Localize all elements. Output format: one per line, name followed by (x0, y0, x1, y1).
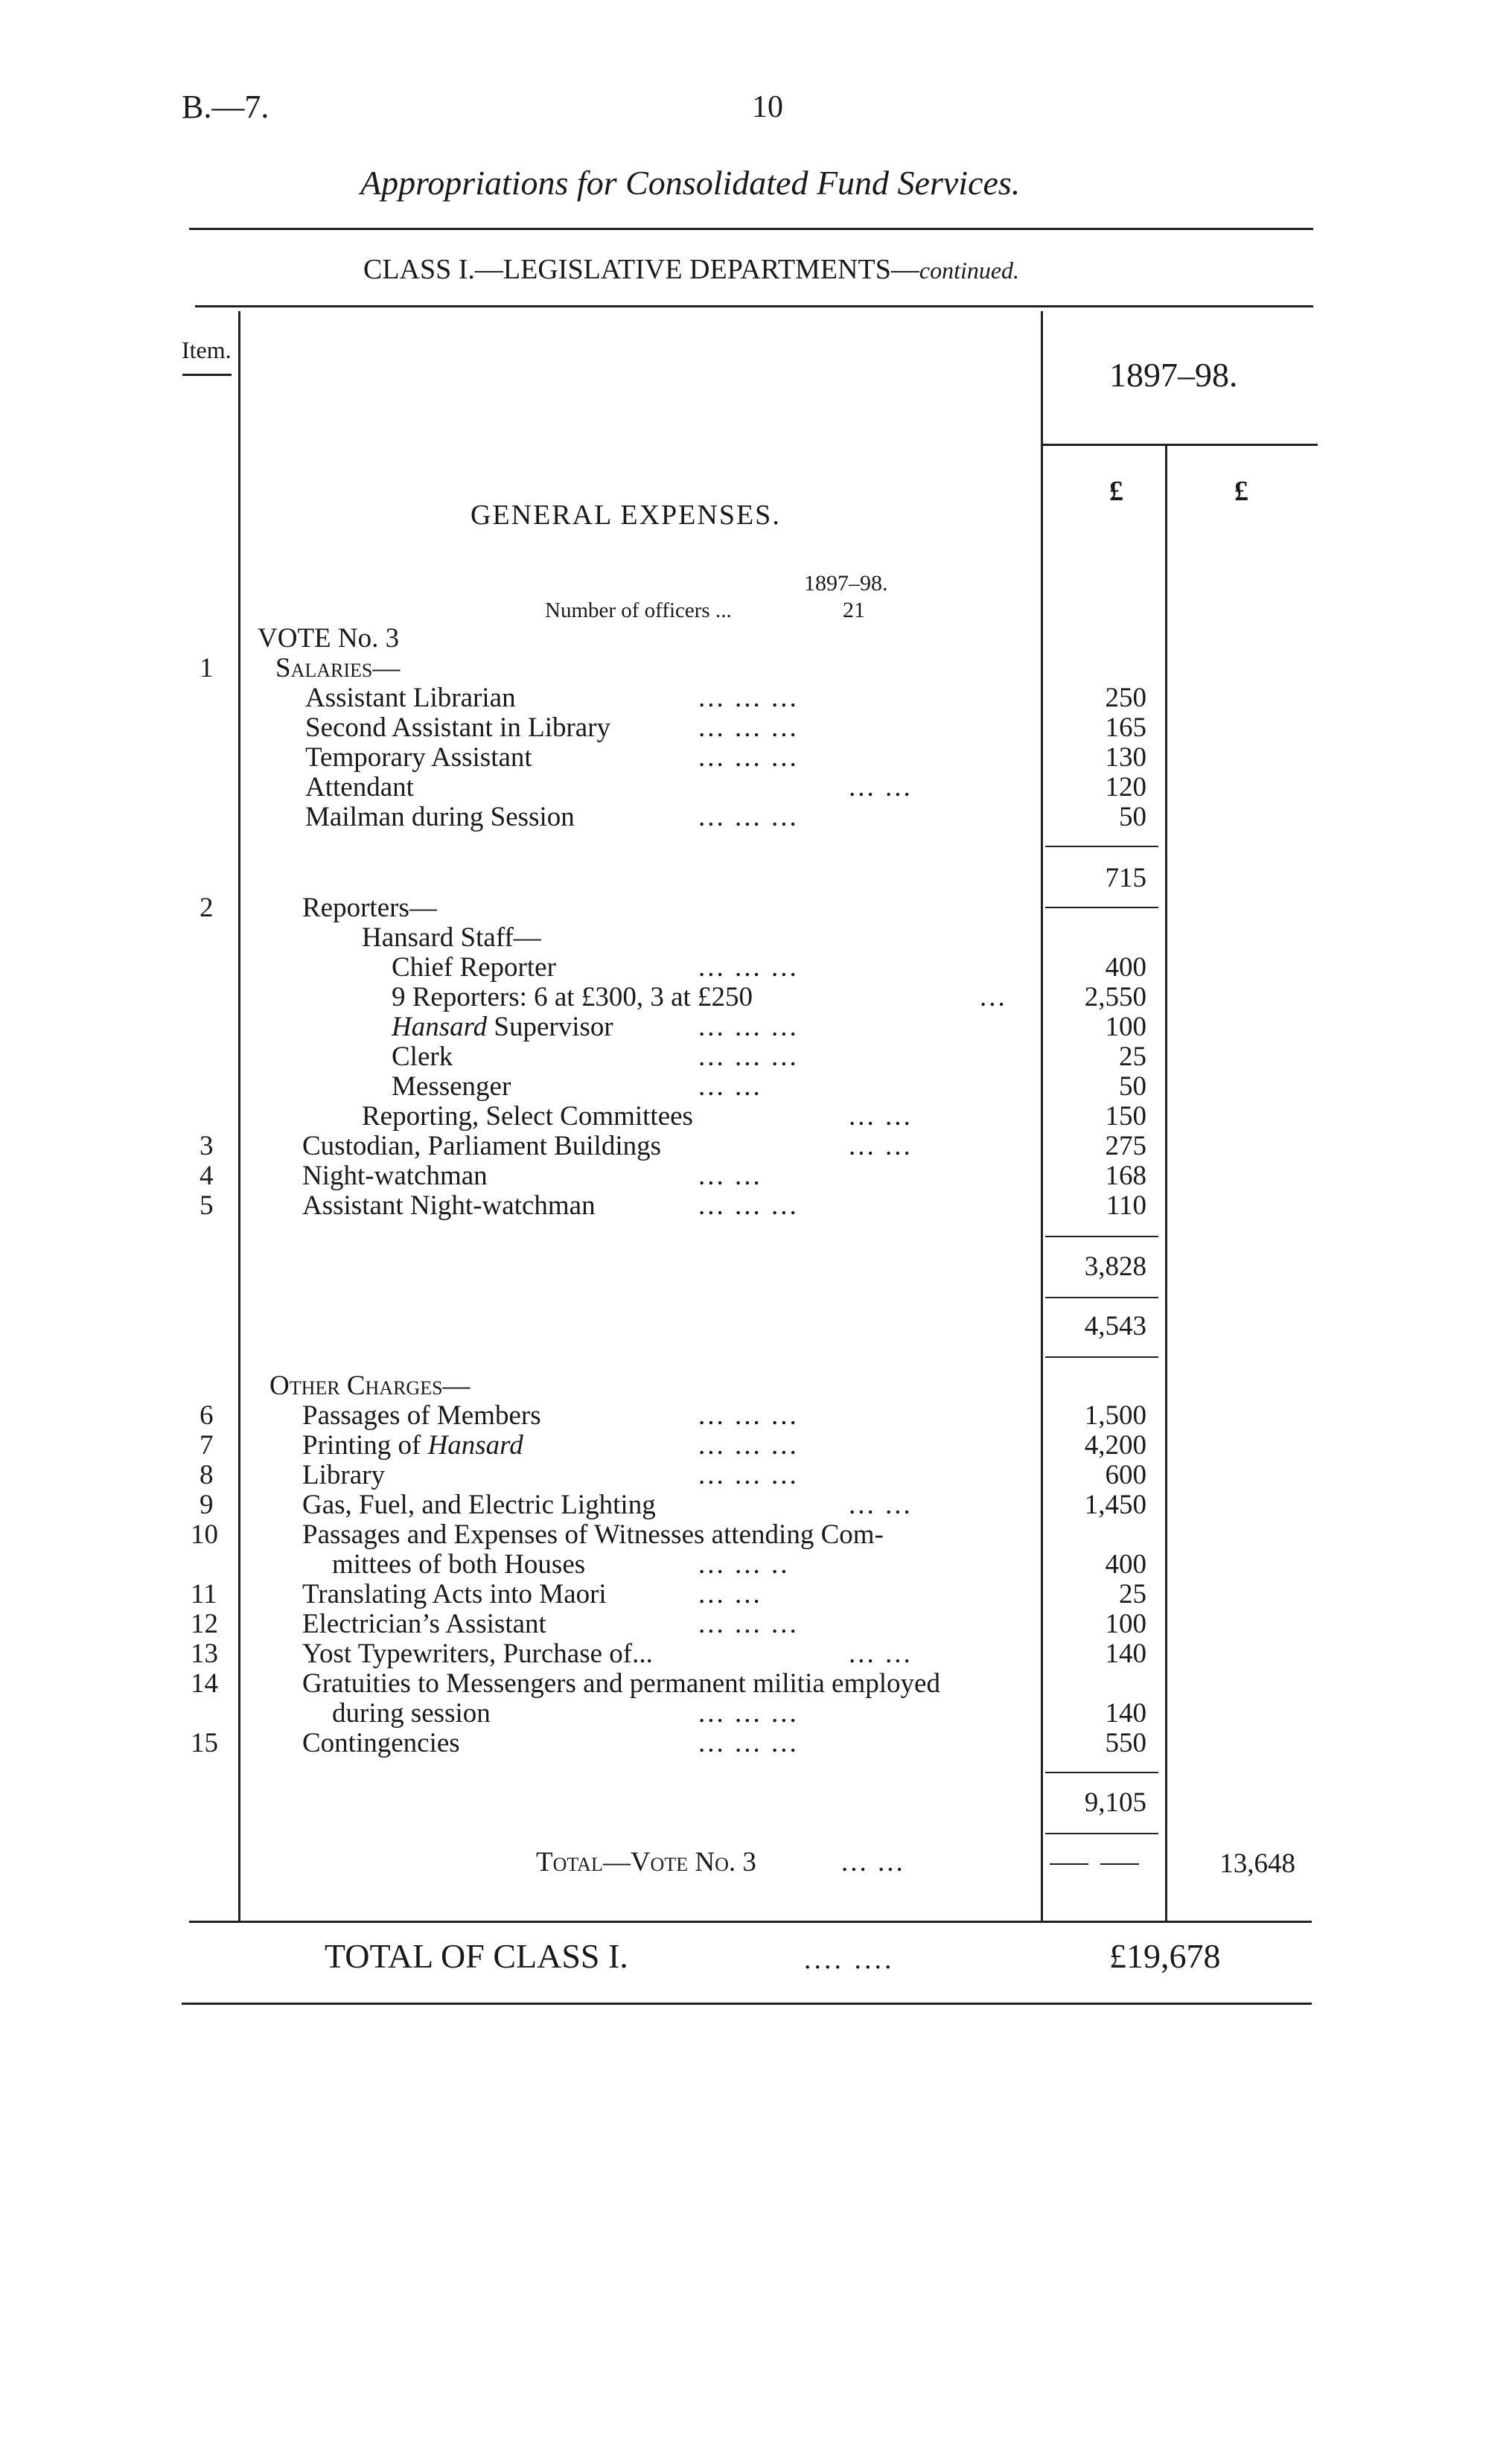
page-ref: B.—7. (182, 89, 269, 125)
charge-name-continued: mittees of both Houses (332, 1549, 586, 1580)
vote-total-amount: 13,648 (1219, 1848, 1295, 1879)
leader-dots: ... ... ... (698, 1012, 799, 1042)
class-heading-rule (195, 305, 1313, 307)
item-column-header: Item. (182, 336, 232, 363)
item-amount: 168 (1105, 1161, 1146, 1191)
item-number: 5 (200, 1190, 214, 1221)
leader-dots: ... (980, 982, 1007, 1012)
salary-name: Attendant (305, 772, 414, 803)
leader-dots: ... ... ... (698, 1400, 799, 1431)
class-total-label: TOTAL OF CLASS I. (325, 1937, 628, 1975)
reporter-amount: 25 (1119, 1041, 1146, 1072)
table-bottom-rule (189, 1921, 1312, 1923)
class-total-rule (182, 2003, 1312, 2005)
charge-name: Electrician’s Assistant (302, 1609, 546, 1639)
select-committees-amount: 150 (1105, 1101, 1146, 1132)
salary-name: Second Assistant in Library (305, 712, 611, 743)
item-number: 14 (191, 1668, 218, 1699)
item-number: 11 (191, 1579, 217, 1609)
charge-amount: 400 (1105, 1549, 1146, 1580)
vote-total-label: Total—Vote No. 3 (536, 1847, 756, 1877)
item-number: 9 (200, 1490, 214, 1520)
class-heading-text: CLASS I.—LEGISLATIVE DEPARTMENTS— (363, 254, 919, 285)
reporter-name (392, 1012, 613, 1042)
leader-dots: ... ... ... (698, 683, 799, 713)
salary-amount: 130 (1105, 742, 1146, 773)
item-number: 13 (191, 1639, 218, 1669)
subtotal-rule (1045, 907, 1158, 908)
officers-label: Number of officers ... (545, 599, 732, 622)
charge-name: Gas, Fuel, and Electric Lighting (302, 1490, 656, 1520)
item-amount: 110 (1106, 1190, 1146, 1221)
class-total-amount: £19,678 (1109, 1937, 1221, 1975)
salaries-subtotal: 715 (1105, 863, 1146, 893)
charge-amount: 600 (1105, 1460, 1146, 1490)
reporter-name-text: Supervisor (487, 1012, 613, 1042)
salary-amount: 120 (1105, 772, 1146, 803)
total-column-rule (1165, 444, 1167, 1921)
item-number: 1 (200, 653, 214, 683)
subtotal-rule (1045, 846, 1158, 847)
charge-name: Passages of Members (302, 1400, 541, 1431)
leader-dots: ... ... ... (698, 1190, 799, 1221)
salary-amount: 250 (1105, 683, 1146, 713)
subtotal-rule (1045, 1772, 1158, 1773)
reporters-heading: Reporters— (302, 893, 437, 923)
reporter-amount: 2,550 (1084, 982, 1146, 1012)
reporter-name: 9 Reporters: 6 at £300, 3 at £250 (392, 982, 753, 1012)
hansard-italic: Hansard (427, 1430, 523, 1461)
item-number: 3 (200, 1131, 214, 1161)
reporter-amount: 400 (1105, 952, 1146, 983)
section-title: GENERAL EXPENSES. (470, 500, 781, 531)
item-number: 4 (200, 1161, 214, 1191)
salary-name: Assistant Librarian (305, 683, 516, 713)
leader-dots: ... ... ... (698, 1430, 799, 1461)
dash-rule (1100, 1863, 1139, 1865)
reporter-amount: 50 (1119, 1071, 1146, 1102)
leader-dots: ... ... (841, 1847, 905, 1877)
charge-amount: 1,500 (1084, 1400, 1146, 1431)
leader-dots: ... ... ... (698, 1698, 799, 1729)
charge-name (302, 1431, 523, 1461)
salary-name: Temporary Assistant (305, 742, 532, 773)
reporter-amount: 100 (1105, 1012, 1146, 1042)
reporters-subtotal: 3,828 (1084, 1251, 1146, 1282)
charge-name: Gratuities to Messengers and permanent militia employed (302, 1668, 940, 1699)
leader-dots: ... ... (698, 1161, 762, 1191)
leader-dots: ... ... ... (698, 742, 799, 773)
charge-name: Contingencies (302, 1728, 460, 1758)
leader-dots: ... ... ... (698, 802, 799, 832)
charges-subtotal: 9,105 (1084, 1787, 1146, 1818)
leader-dots: ... ... (849, 1101, 913, 1132)
officers-year: 1897–98. (804, 571, 888, 596)
year-header-rule (1041, 444, 1318, 446)
item-number: 6 (200, 1400, 214, 1431)
pound-header-2: £ (1234, 476, 1248, 507)
leader-dots: ... ... .. (698, 1549, 790, 1580)
salaries-heading: Salaries— (275, 653, 401, 683)
pound-header-1: £ (1109, 476, 1123, 507)
charge-name: Translating Acts into Maori (302, 1579, 607, 1609)
leader-dots: ... ... ... (698, 1609, 799, 1639)
amount-column-rule (1041, 311, 1043, 1921)
class-heading (363, 255, 1019, 285)
charge-amount: 4,200 (1084, 1430, 1146, 1461)
charge-name: Library (302, 1460, 385, 1490)
item-column-rule (238, 311, 240, 1921)
reporter-name: Clerk (392, 1041, 453, 1072)
page-number: 10 (752, 90, 783, 124)
subtotal-rule (1045, 1356, 1158, 1358)
class-heading-suffix: continued. (919, 257, 1020, 284)
charge-name-continued: during session (332, 1698, 491, 1729)
other-charges-heading: Other Charges— (269, 1371, 470, 1401)
item-number: 7 (200, 1430, 214, 1461)
reporter-name: Messenger (392, 1071, 511, 1102)
item-header-rule (182, 374, 232, 376)
hansard-italic: Hansard (392, 1012, 488, 1042)
leader-dots: ... ... ... (698, 1041, 799, 1072)
dash-rule (1050, 1863, 1088, 1865)
salary-amount: 165 (1105, 712, 1146, 743)
salary-amount: 50 (1119, 802, 1146, 832)
leader-dots: ... ... (849, 1131, 913, 1161)
charge-name: Passages and Expenses of Witnesses attending Com- (302, 1519, 884, 1550)
charge-amount: 140 (1105, 1698, 1146, 1729)
leader-dots: .... .... (804, 1944, 895, 1975)
item-number: 2 (200, 893, 214, 923)
vote-label: VOTE No. 3 (258, 623, 400, 654)
salary-name: Mailman during Session (305, 802, 575, 832)
item-number: 12 (191, 1609, 218, 1639)
charge-amount: 550 (1105, 1728, 1146, 1758)
officers-count: 21 (843, 598, 865, 622)
title-rule (189, 228, 1313, 230)
charge-name: Yost Typewriters, Purchase of... (302, 1639, 653, 1669)
charge-amount: 140 (1105, 1639, 1146, 1669)
item-name: Night-watchman (302, 1161, 488, 1191)
item-number: 15 (191, 1728, 218, 1758)
item-name: Assistant Night-watchman (302, 1190, 596, 1221)
subtotal-rule (1045, 1833, 1158, 1834)
leader-dots: ... ... ... (698, 952, 799, 983)
leader-dots: ... ... (698, 1579, 762, 1609)
charge-amount: 100 (1105, 1609, 1146, 1639)
charge-name-text: Printing of (302, 1430, 428, 1461)
year-header: 1897–98. (1109, 356, 1238, 394)
item-name: Custodian, Parliament Buildings (302, 1131, 662, 1161)
leader-dots: ... ... ... (698, 1460, 799, 1490)
leader-dots: ... ... (849, 1490, 913, 1520)
leader-dots: ... ... (849, 772, 913, 803)
charge-amount: 25 (1119, 1579, 1146, 1609)
reporter-name: Chief Reporter (392, 952, 556, 983)
item-number: 8 (200, 1460, 214, 1490)
leader-dots: ... ... (849, 1639, 913, 1669)
charge-amount: 1,450 (1084, 1490, 1146, 1520)
item-amount: 275 (1105, 1131, 1146, 1161)
select-committees-name: Reporting, Select Committees (362, 1101, 693, 1132)
item-number: 10 (191, 1519, 218, 1550)
page-title: Appropriations for Consolidated Fund Services. (360, 164, 1021, 202)
salaries-grand-subtotal: 4,543 (1084, 1311, 1146, 1341)
leader-dots: ... ... ... (698, 1728, 799, 1758)
subtotal-rule (1045, 1297, 1158, 1298)
subtotal-rule (1045, 1236, 1158, 1237)
leader-dots: ... ... (698, 1071, 762, 1102)
hansard-staff-heading: Hansard Staff— (362, 922, 541, 953)
leader-dots: ... ... ... (698, 712, 799, 743)
